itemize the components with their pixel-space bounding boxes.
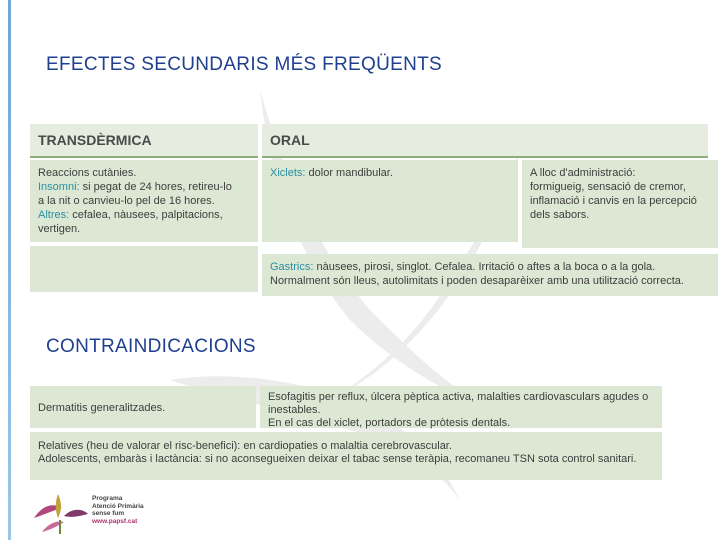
page-title: EFECTES SECUNDARIS MÉS FREQÜENTS xyxy=(46,54,442,75)
contraindication-right-cell xyxy=(260,386,662,428)
gastric-effects-cell xyxy=(262,254,718,296)
contraindication-right-line-2: En el cas del xiclet, portadors de pròtesis dentals. xyxy=(268,417,511,429)
inhaler-line-4: dels sabors. xyxy=(530,209,590,221)
relative-line-1: Relatives (heu de valorar el risc-benefici): en cardiopaties o malaltia cerebrovascular. xyxy=(38,440,452,452)
transdermal-empty-cell xyxy=(30,246,258,292)
gum-label: Xiclets: xyxy=(270,167,306,179)
gastric-text: Gastrics: nàusees, pirosi, singlot. Cefalea. Irritació o aftes a la boca o a la gola. xyxy=(270,261,656,273)
inhaler-line-2: formigueig, sensació de cremor, xyxy=(530,181,686,193)
logo-text xyxy=(92,495,144,525)
skin-reactions-text: Reaccions cutànies. xyxy=(38,167,137,179)
relative-line-2: Adolescents, embaràs i lactància: si no aconsegueixen deixar el tabac sense teràpia, recomaneu TSN sota control sanitari. xyxy=(38,453,637,465)
logo-line-1: Programa xyxy=(92,495,123,502)
gastric-label: Gastrics: xyxy=(270,261,314,273)
insomnia-text-cont: a la nit o canvieu-lo pel de 16 hores. xyxy=(38,195,215,207)
logo-url[interactable]: www.papsf.cat xyxy=(92,517,138,525)
logo-line-3: sense fum xyxy=(92,510,125,517)
inhaler-line-1: A lloc d'administració: xyxy=(530,167,636,179)
inhaler-line-3: inflamació i canvis en la percepció xyxy=(530,195,697,207)
transdermal-header: TRANSDÈRMICA xyxy=(30,124,258,158)
insomnia-label: Insomni: xyxy=(38,181,80,193)
gastric-text-cont: Normalment són lleus, autolimitats i poden desaparèixer amb una utilització correcta. xyxy=(270,275,684,287)
oral-header: ORAL xyxy=(262,124,708,158)
gum-effects-cell xyxy=(262,160,518,242)
contraindications-title: CONTRAINDICACIONS xyxy=(46,336,256,357)
insomnia-text: Insomni: si pegat de 24 hores, retireu-lo xyxy=(38,181,232,193)
left-accent-rule xyxy=(8,0,11,540)
inhaler-effects-cell xyxy=(522,160,718,248)
relative-contraindications-cell xyxy=(30,432,662,480)
gum-text: Xiclets: dolor mandibular. xyxy=(270,167,393,179)
transdermal-effects-cell xyxy=(30,160,258,242)
logo-line-2: Atenció Primària xyxy=(92,502,144,510)
contraindication-left-cell: Dermatitis generalitzades. xyxy=(30,386,256,428)
contraindication-right-line-1: Esofagitis per reflux, úlcera pèptica activa, malalties cardiovasculars agudes o inestables. xyxy=(268,391,649,416)
others-text: Altres: cefalea, nàusees, palpitacions, vertigen. xyxy=(38,209,223,235)
others-label: Altres: xyxy=(38,209,70,221)
